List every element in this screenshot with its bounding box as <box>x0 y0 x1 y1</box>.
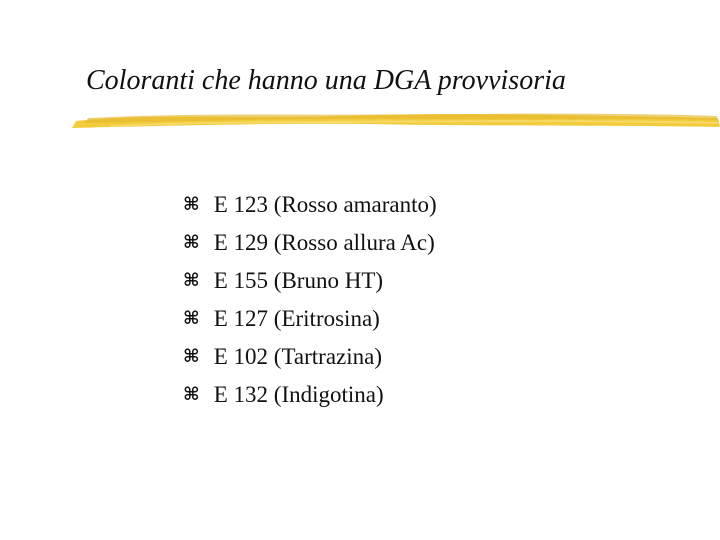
command-icon: ⌘ <box>183 194 200 215</box>
command-icon: ⌘ <box>183 270 200 291</box>
list-item <box>183 300 437 338</box>
list-item <box>183 376 437 414</box>
list-item <box>183 262 437 300</box>
list-item-text: E 155 (Bruno HT) <box>213 268 384 293</box>
command-icon: ⌘ <box>183 232 200 253</box>
command-icon: ⌘ <box>183 384 200 405</box>
list-item-text: E 123 (Rosso amaranto) <box>213 192 437 217</box>
list-item-text: E 127 (Eritrosina) <box>213 306 380 331</box>
list-item <box>183 338 437 376</box>
command-icon: ⌘ <box>183 308 200 329</box>
list-item <box>183 224 437 262</box>
list-item-text: E 129 (Rosso allura Ac) <box>213 230 435 255</box>
list-item-text: E 132 (Indigotina) <box>213 382 384 407</box>
list-item <box>183 186 437 224</box>
title-underline-brush-stroke <box>70 106 720 132</box>
colorant-list <box>183 186 437 414</box>
list-item-text: E 102 (Tartrazina) <box>213 344 382 369</box>
slide-title: Coloranti che hanno una DGA provvisoria <box>86 65 566 96</box>
command-icon: ⌘ <box>183 346 200 367</box>
